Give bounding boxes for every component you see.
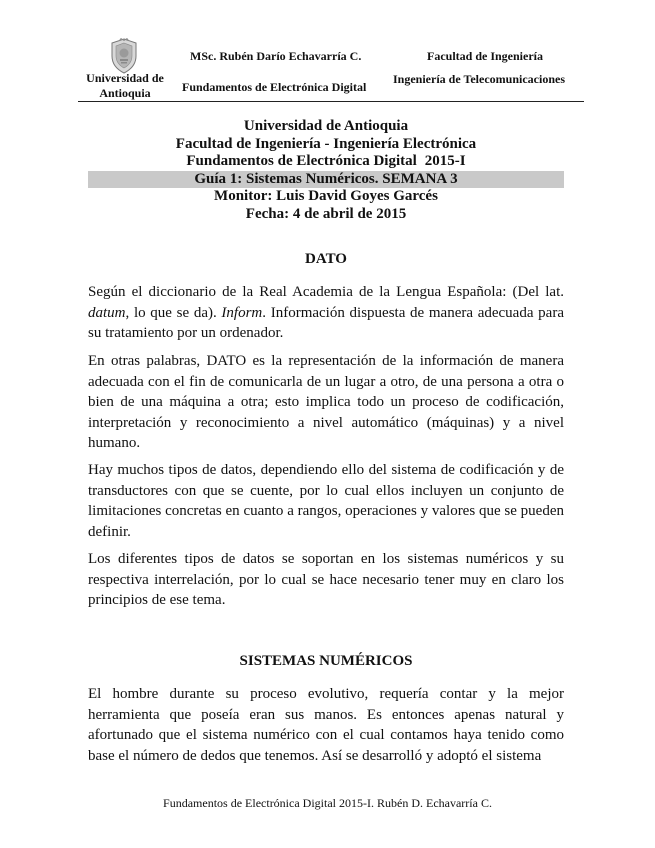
paragraph-evolution: El hombre durante su proceso evolutivo, requería contar y la mejor herramienta que poseía eran sus manos. Es entonces apenas natural y afortunado que el sistema numérico con el cual contamos haya tenido como base el número de dedos que tenemos. Así se desarrolló y adoptó el sistema xyxy=(88,686,564,764)
title-course xyxy=(88,153,564,171)
title-course-name: Fundamentos de Electrónica Digital xyxy=(186,153,417,169)
abbreviation-term: Inform xyxy=(221,304,263,321)
paragraph-definition xyxy=(88,282,564,344)
section-heading-sistemas: SISTEMAS NUMÉRICOS xyxy=(239,653,413,669)
header-university-name: Universidad de Antioquia xyxy=(86,71,164,100)
header-faculty: Facultad de Ingeniería xyxy=(427,49,543,63)
section-heading-dato: DATO xyxy=(305,251,347,267)
page-header xyxy=(0,0,655,104)
university-seal-icon xyxy=(109,38,139,74)
paragraph-text: , lo que se da). xyxy=(125,304,222,321)
latin-term: datum xyxy=(88,304,126,321)
header-course: Fundamentos de Electrónica Digital xyxy=(182,80,367,94)
header-author: MSc. Rubén Darío Echavarría C. xyxy=(190,49,362,63)
paragraph-text: Según el diccionario de la Real Academia de la Lengua Española: (Del lat. xyxy=(88,284,564,300)
title-guide: Guía 1: Sistemas Numéricos. SEMANA 3 xyxy=(88,171,564,189)
page-footer: Fundamentos de Electrónica Digital 2015-I. Rubén D. Echavarría C. xyxy=(163,796,492,810)
title-date: Fecha: 4 de abril de 2015 xyxy=(245,205,407,222)
paragraph-data-types: Hay muchos tipos de datos, dependiendo ello del sistema de codificación y de transductores con que se cuente, por lo cual ellos incluyen un conjunto de limitaciones concretas en cuanto a rangos, operaciones y valores que se pueden definir. xyxy=(88,462,564,540)
paragraph-numeric-support: Los diferentes tipos de datos se soportan en los sistemas numéricos y su respectiva interrelación, por lo cual se hace necesario tener muy en claro los principios de ese tema. xyxy=(88,551,564,608)
paragraph-text: . Información dispuesta de manera adecuada para su tratamiento por un ordenador. xyxy=(88,304,564,341)
title-university: Universidad de Antioquia xyxy=(243,118,409,134)
title-course-year: 2015-I xyxy=(424,153,466,169)
paragraph-dato-explanation: En otras palabras, DATO es la representación de la información de manera adecuada con el fin de comunicarla de un lugar a otro, de una persona a otra o bien de una máquina a otra; esto implica todo un proceso de codificación, interpretación y reconocimiento a nivel automático (máquinas) y a nivel humano. xyxy=(88,353,564,451)
title-faculty: Facultad de Ingeniería - Ingeniería Electrónica xyxy=(175,135,477,152)
header-program: Ingeniería de Telecomunicaciones xyxy=(393,72,565,86)
title-monitor: Monitor: Luis David Goyes Garcés xyxy=(214,188,438,204)
title-block xyxy=(88,118,564,223)
header-divider xyxy=(78,101,584,102)
